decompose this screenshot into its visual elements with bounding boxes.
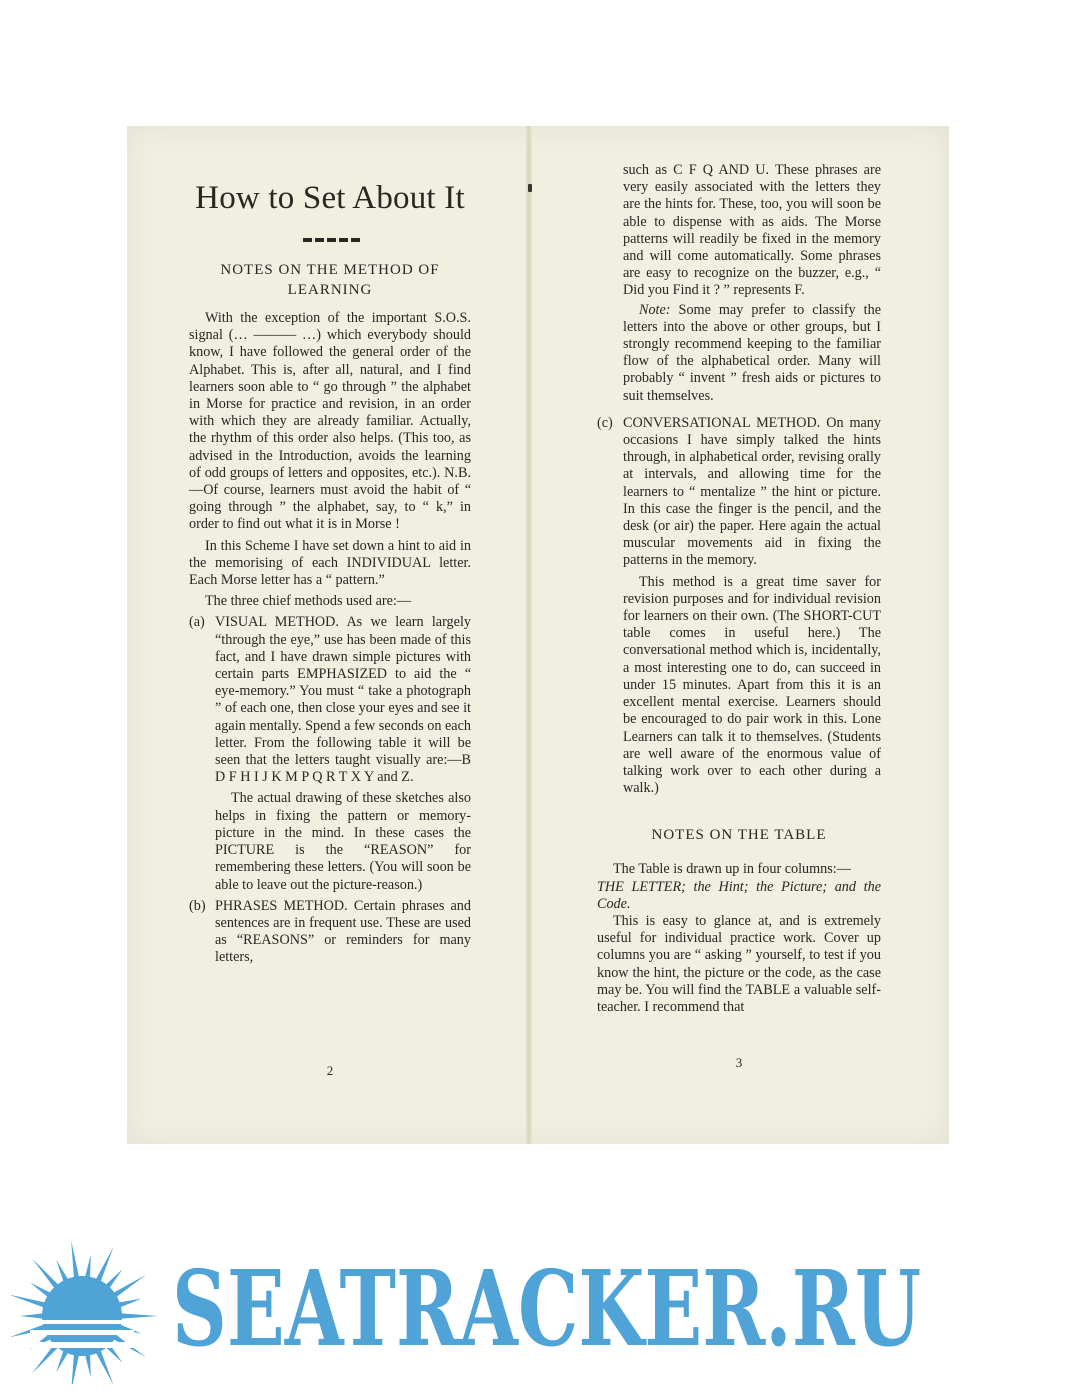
page-number: 3 xyxy=(735,1055,743,1070)
section-heading: NOTES ON THE METHOD OF LEARNING xyxy=(220,262,440,298)
note-label: Note: xyxy=(639,301,671,318)
paragraph: CONVERSATIONAL METHOD. On many occasions I have simply talked the hints through, in alphabetical order, revising orally at intervals, and allowing time for the learners to “ mentalize ” the hint or picture. In this case the finger is the pencil, and the desk (or air) the paper. Here again the actual muscular movements aid in fixing the patterns in the memory. xyxy=(623,414,881,569)
item-label: (b) xyxy=(189,897,206,914)
section-heading: NOTES ON THE TABLE xyxy=(651,827,827,844)
gutter-mark xyxy=(528,184,532,192)
paragraph: In this Scheme I have set down a hint to aid in the memorising of each INDIVIDUAL letter. Each Morse letter has a “ pattern.” xyxy=(189,537,471,589)
item-label: (c) xyxy=(597,414,613,431)
book-spread xyxy=(127,126,949,1144)
right-text-column xyxy=(597,162,881,1016)
note-paragraph: Note: Some may prefer to classify the letters into the above or other groups, but I strongly recommend keeping to the familiar flow of the alphabetical order. Many will probably “ invent ” fresh aids or pictures to suit themselves. xyxy=(623,301,881,404)
left-text-column xyxy=(189,260,471,967)
method-item-c xyxy=(597,415,881,797)
paragraph: The Table is drawn up in four columns:— xyxy=(613,861,851,878)
watermark xyxy=(0,1234,1080,1384)
paragraph: PHRASES METHOD. Certain phrases and sentences are in frequent use. These are used as “REASONS” or reminders for many letters, xyxy=(215,897,471,966)
paragraph: The three chief methods used are:— xyxy=(205,593,412,610)
sun-icon xyxy=(0,1234,170,1384)
book-gutter xyxy=(526,126,532,1144)
paragraph-italic: THE LETTER; the Hint; the Picture; and the Code. xyxy=(597,878,881,912)
paragraph: This is easy to glance at, and is extremely useful for individual practice work. Cover up columns you are “ asking ” yourself, to test if you know the hint, the picture or the code, as the case may be. You will find the TABLE a valuable self-teacher. I recommend that xyxy=(597,912,881,1015)
left-page xyxy=(189,126,471,1144)
method-item-a xyxy=(189,614,471,893)
paragraph: With the exception of the important S.O.S. signal (… ——— …) which everybody should know, I have followed the general order of the Alphabet. This is, after all, natural, and I find learners soon able to “ go through ” the alphabet in Morse for practice and revision, in an order with which they are already familiar. Actually, the rhythm of this order also helps. (This too, as advised in the Introduction, avoids the learning of odd groups of letters and opposites, etc.). N.B.—Of course, learners must avoid the habit of “ going through ” the alphabet, say, to “ k,” in order to find out what it is in Morse ! xyxy=(189,310,471,533)
page-number: 2 xyxy=(326,1063,334,1078)
page-title: How to Set About It xyxy=(195,180,465,216)
method-item-b-continued xyxy=(597,162,881,405)
paragraph: The actual drawing of these sketches also helps in fixing the pattern or memory-picture in the mind. In these cases the PICTURE is the “REASON” for remembering these letters. (You will soon be able to leave out the picture-reason.) xyxy=(215,790,471,893)
watermark-text: SEATRACKER.RU xyxy=(172,1247,922,1370)
method-item-b xyxy=(189,898,471,967)
item-label: (a) xyxy=(189,614,205,631)
title-ornament xyxy=(303,238,363,242)
paragraph: such as C F Q AND U. These phrases are very easily associated with the letters they are the hints for. These, too, you will soon be able to dispense with as aids. The Morse patterns will readily be fixed in the memory and will come automatically. Some phrases are easy to recognize on the buzzer, e.g., “ Did you Find it ? ” represents F. xyxy=(623,162,881,299)
right-page xyxy=(597,126,881,1144)
paragraph: VISUAL METHOD. As we learn largely “through the eye,” use has been made of this fact, and I have drawn simple pictures with certain parts EMPHASIZED to aid the “ eye-memory.” You must “ take a photograph ” of each one, then close your eyes and see it again mentally. Spend a few seconds on each letter. From the following table it will be seen that the letters taught visually are:—B D F H I J K M P Q R T X Y and Z. xyxy=(215,614,471,786)
paragraph: This method is a great time saver for revision purposes and for individual revision for learners on their own. (The SHORT-CUT table comes in useful here.) The conversational method which is, incidentally, a most interesting one to do, can succeed in under 15 minutes. Apart from this it is an excellent mental exercise. Learners should be encouraged to do pair work in this. Lone Learners can talk it to themselves. (Students are well aware of the enormous value of talking work over to each other during a walk.) xyxy=(623,573,881,797)
